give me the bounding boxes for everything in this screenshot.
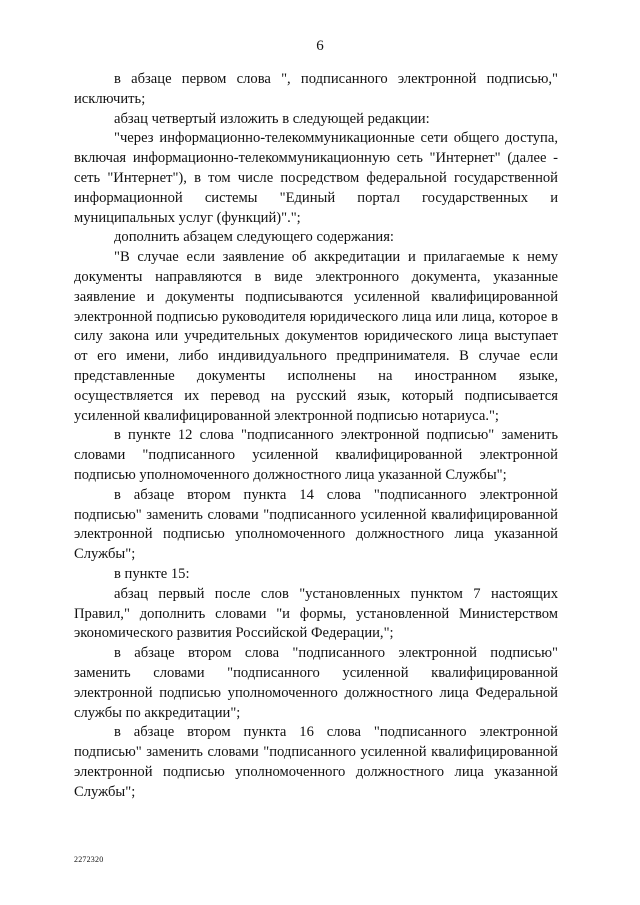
paragraph: "В случае если заявление об аккредитации и прилагаемые к нему документы направляются в виде электронного документа, указанные заявление и документы подписываются усиленной квалифицированной электронной подписью руководителя юридического лица или лица, которое в силу закона или учредительных документов юридического лица выступает от его имени, либо индивидуального предпринимателя. В случае если представленные документы исполнены на иностранном языке, осуществляется их перевод на русский язык, который подписывается усиленной квалифицированной электронной подписью нотариуса."; xyxy=(74,249,558,424)
document-body xyxy=(74,70,558,802)
paragraph: в пункте 12 слова "подписанного электронной подписью" заменить словами "подписанного усиленной квалифицированной электронной подписью уполномоченного должностного лица указанной Службы"; xyxy=(74,427,558,483)
page-number: 6 xyxy=(316,38,324,54)
paragraph: в абзаце первом слова ", подписанного электронной подписью," исключить; xyxy=(74,71,558,107)
paragraph: в абзаце втором слова "подписанного электронной подписью" заменить словами "подписанного усиленной квалифицированной электронной подписью уполномоченного должностного лица Федеральной службы по аккредитации"; xyxy=(74,645,558,721)
paragraph: "через информационно-телекоммуникационные сети общего доступа, включая информационно-телекоммуникационную сеть "Интернет" (далее - сеть "Интернет"), в том числе посредством федеральной государственной информационной системы "Единый портал государственных и муниципальных услуг (функций)"."; xyxy=(74,130,558,226)
paragraph: абзац первый после слов "установленных пунктом 7 настоящих Правил," дополнить словами "и формы, установленной Министерством экономического развития Российской Федерации,"; xyxy=(74,585,558,642)
paragraph: в абзаце втором пункта 14 слова "подписанного электронной подписью" заменить словами "подписанного усиленной квалифицированной электронной подписью уполномоченного должностного лица указанной Службы"; xyxy=(74,486,558,563)
paragraph: дополнить абзацем следующего содержания: xyxy=(114,229,394,246)
paragraph: в пункте 15: xyxy=(114,565,190,582)
paragraph: абзац четвертый изложить в следующей редакции: xyxy=(114,110,430,127)
paragraph: в абзаце втором пункта 16 слова "подписанного электронной подписью" заменить словами "подписанного усиленной квалифицированной электронной подписью уполномоченного должностного лица указанной Службы"; xyxy=(74,724,558,800)
document-code: 2272320 xyxy=(74,855,104,864)
